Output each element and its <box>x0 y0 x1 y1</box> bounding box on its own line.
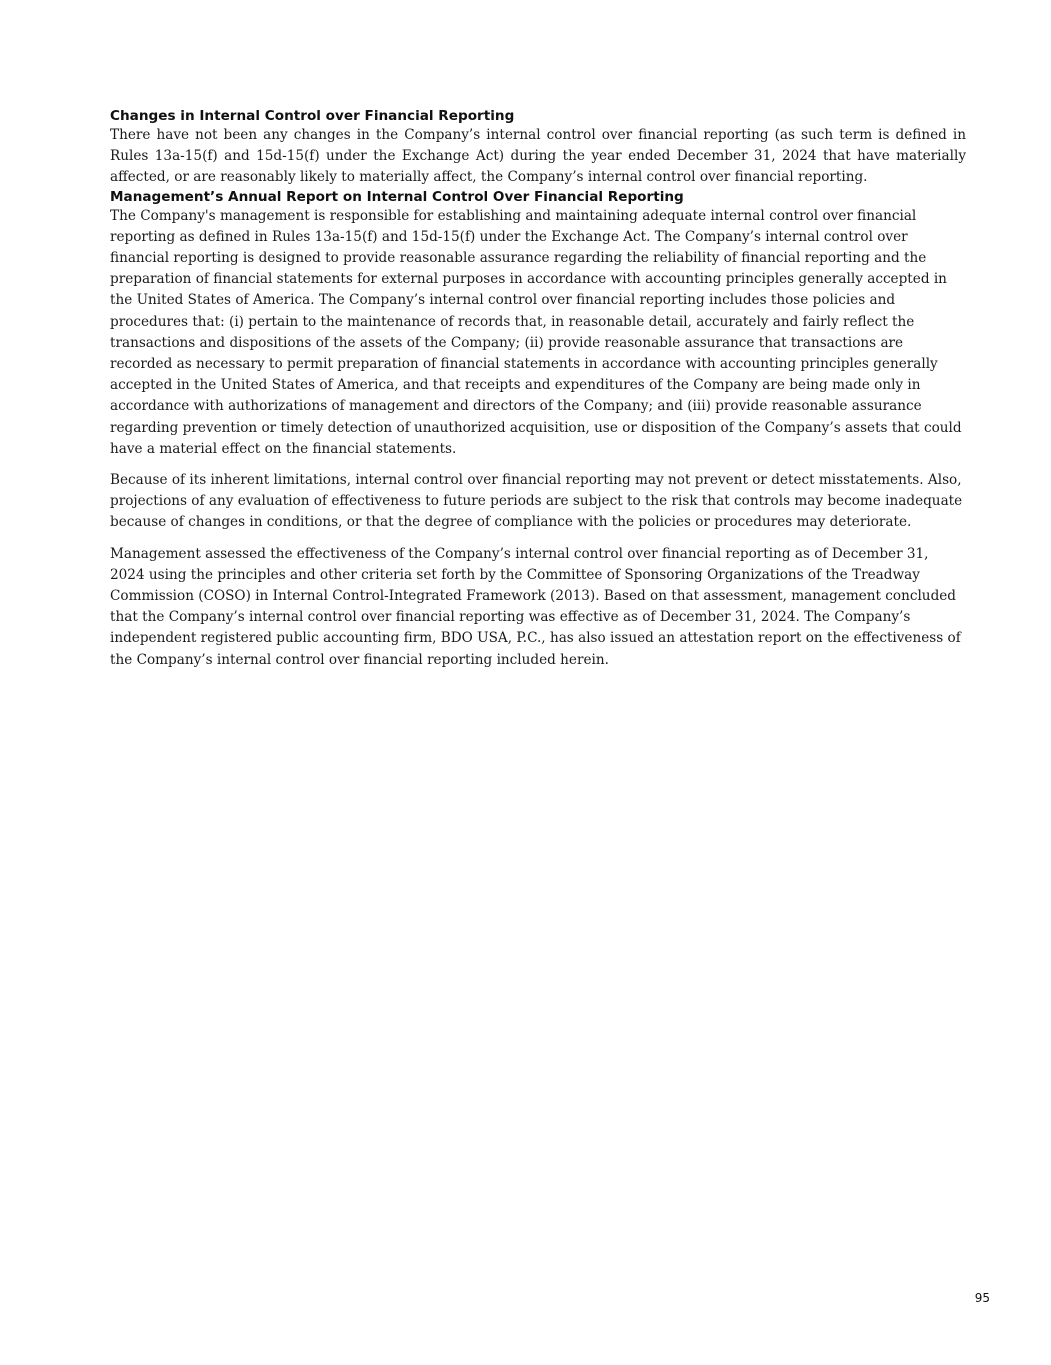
page-content <box>110 108 966 671</box>
paragraph-management-assessment: Management assessed the effectiveness of the Company’s internal control over financial reporting as of December 31, 2024 using the principles and other criteria set forth by the Committee of Sponsoring Organizations of the Treadway Commission (COSO) in Internal Control-Integrated Framework (2013). Based on that assessment, management concluded that the Company’s internal control over financial reporting was effective as of December 31, 2024. The Company’s independent registered public accounting firm, BDO USA, P.C., has also issued an attestation report on the effectiveness of the Company’s internal control over financial reporting included herein. <box>110 545 961 668</box>
paragraph-inherent-limitations: Because of its inherent limitations, internal control over financial reporting may not prevent or detect misstatements. Also, projections of any evaluation of effectiveness to future periods are subject to the risk that controls may become inadequate because of changes in conditions, or that the degree of compliance with the policies or procedures may deteriorate. <box>110 472 963 531</box>
page-number: 95 <box>974 1291 990 1305</box>
paragraph-management-responsibility: The Company's management is responsible for establishing and maintaining adequate internal control over financial reporting as defined in Rules 13a-15(f) and 15d-15(f) under the Exchange Act. The Company’s internal control over financial reporting is designed to provide reasonable assurance regarding the reliability of financial reporting and the preparation of financial statements for external purposes in accordance with accounting principles generally accepted in the United States of America. The Company’s internal control over financial reporting includes those policies and procedures that: (i) pertain to the maintenance of records that, in reasonable detail, accurately and fairly reflect the transactions and dispositions of the assets of the Company; (ii) provide reasonable assurance that transactions are recorded as necessary to permit preparation of financial statements in accordance with accounting principles generally accepted in the United States of America, and that receipts and expenditures of the Company are being made only in accordance with authorizations of management and directors of the Company; and (iii) provide reasonable assurance regarding prevention or timely detection of unauthorized acquisition, use or disposition of the Company’s assets that could have a material effect on the financial statements. <box>110 207 962 457</box>
section-heading-changes-in-internal-control: Changes in Internal Control over Financial Reporting <box>110 108 515 124</box>
paragraph-changes-in-internal-control: There have not been any changes in the Company’s internal control over financial reporting (as such term is defined in Rules 13a-15(f) and 15d-15(f) under the Exchange Act) during the year ended December 31, 2024 that have materially affected, or are reasonably likely to materially affect, the Company’s internal control over financial reporting. <box>110 127 966 186</box>
section-heading-managements-annual-report: Management’s Annual Report on Internal Control Over Financial Reporting <box>110 188 684 205</box>
